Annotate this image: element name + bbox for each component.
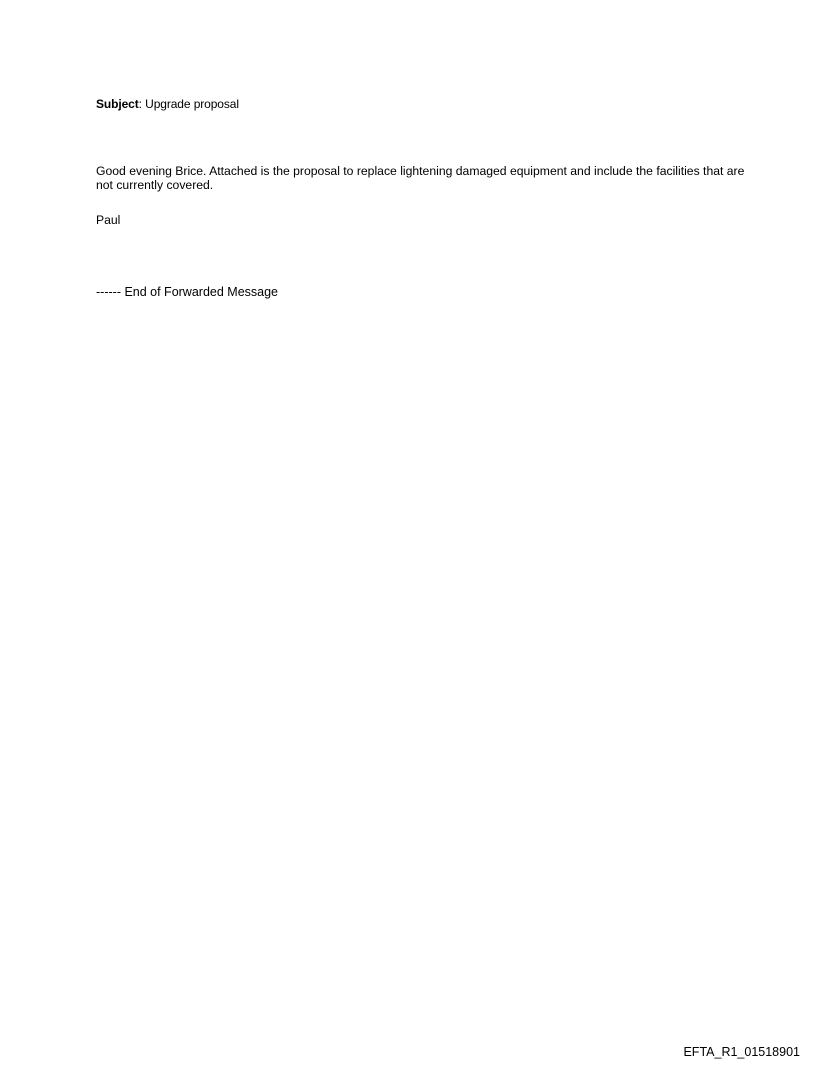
subject-line — [96, 96, 239, 112]
signature: Paul — [96, 213, 121, 227]
subject-value: Upgrade proposal — [145, 97, 239, 111]
subject-label: Subject — [96, 97, 139, 111]
message-body: Good evening Brice. Attached is the proposal to replace lightening damaged equipment and include the facilities that are not currently covered. — [96, 164, 745, 192]
document-id: EFTA_R1_01518901 — [683, 1045, 800, 1059]
forwarded-message-end: ------ End of Forwarded Message — [96, 285, 279, 299]
subject-separator: : — [138, 97, 146, 111]
